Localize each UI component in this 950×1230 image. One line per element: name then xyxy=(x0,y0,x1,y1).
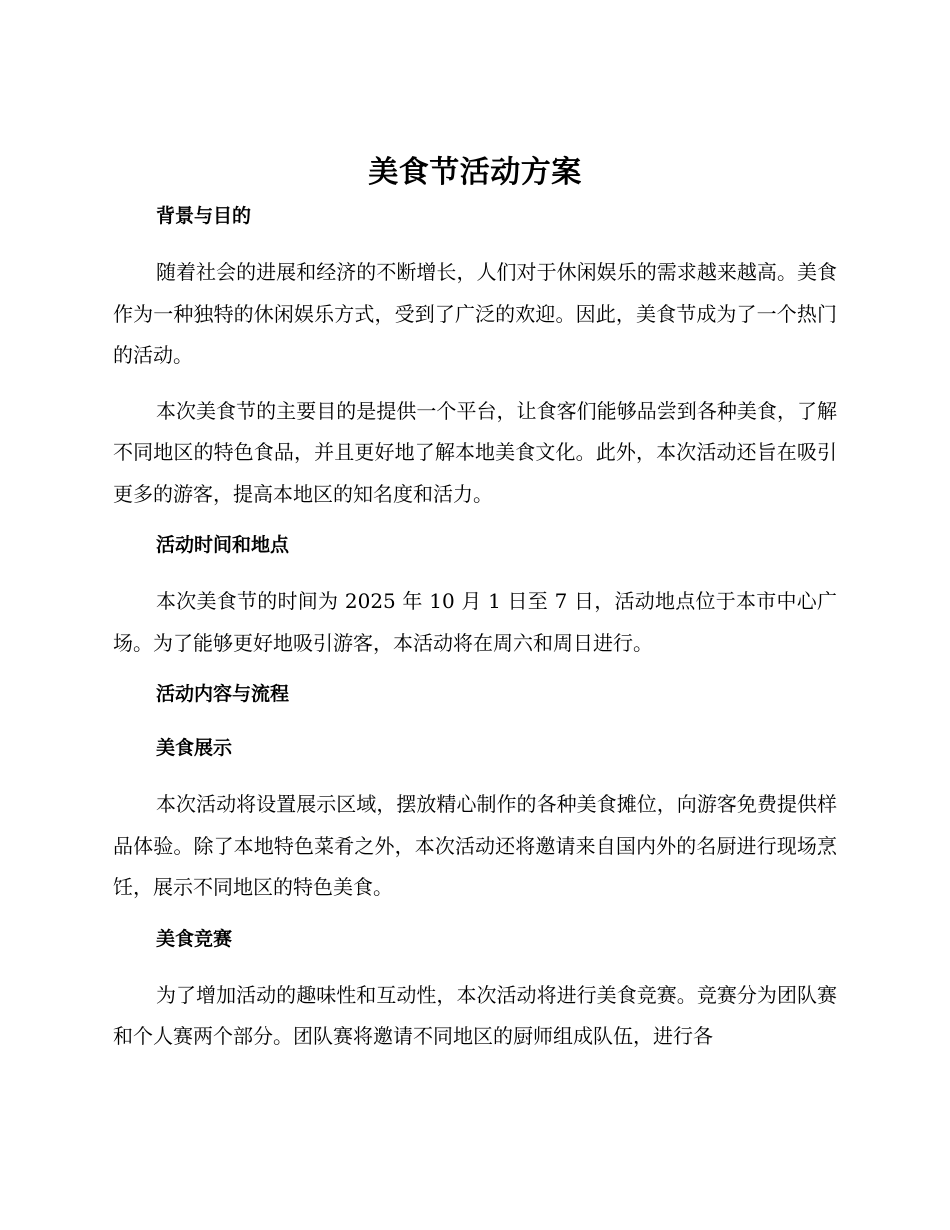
paragraph-food-display-1: 本次活动将设置展示区域，摆放精心制作的各种美食摊位，向游客免费提供样品体验。除了本地特色菜肴之外，本次活动还将邀请来自国内外的名厨进行现场烹饪，展示不同地区的特色美食。 xyxy=(113,792,837,899)
paragraph-time-place-1: 本次美食节的时间为 2025 年 10 月 1 日至 7 日，活动地点位于本市中心广场。为了能够更好地吸引游客，本活动将在周六和周日进行。 xyxy=(113,589,837,655)
document-page xyxy=(113,150,837,1058)
section-heading-background: 背景与目的 xyxy=(156,205,252,227)
paragraph-background-1: 随着社会的进展和经济的不断增长，人们对于休闲娱乐的需求越来越高。美食作为一种独特的休闲娱乐方式，受到了广泛的欢迎。因此，美食节成为了一个热门的活动。 xyxy=(113,260,837,367)
section-heading-food-contest: 美食竞赛 xyxy=(156,927,233,950)
section-heading-food-display: 美食展示 xyxy=(156,737,233,759)
document-title: 美食节活动方案 xyxy=(368,155,582,190)
section-heading-content-flow: 活动内容与流程 xyxy=(156,683,290,705)
section-heading-time-place: 活动时间和地点 xyxy=(156,534,290,556)
paragraph-background-2: 本次美食节的主要目的是提供一个平台，让食客们能够品尝到各种美食，了解不同地区的特色食品，并且更好地了解本地美食文化。此外，本次活动还旨在吸引更多的游客，提高本地区的知名度和活力。 xyxy=(113,398,837,506)
paragraph-food-contest-1: 为了增加活动的趣味性和互动性，本次活动将进行美食竞赛。竞赛分为团队赛和个人赛两个部分。团队赛将邀请不同地区的厨师组成队伍，进行各 xyxy=(113,982,837,1048)
